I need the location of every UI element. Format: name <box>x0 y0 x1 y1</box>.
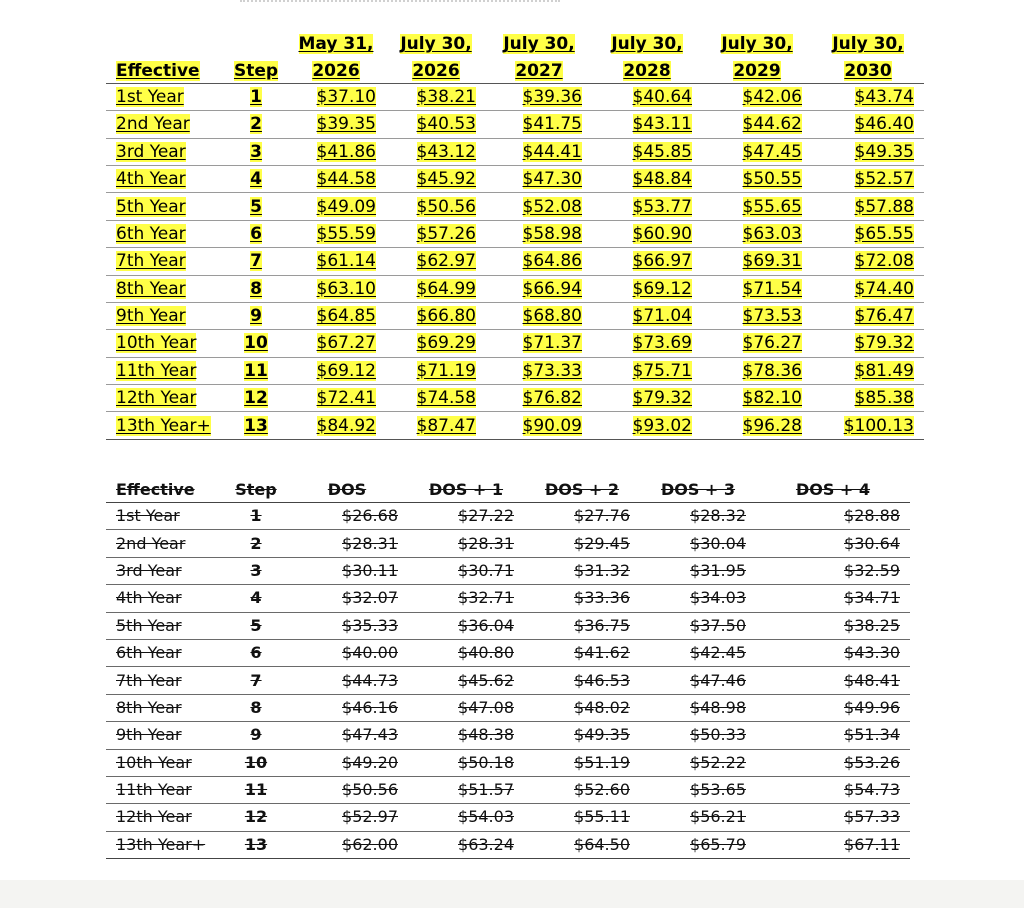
rate-cell: $64.85 <box>286 302 386 329</box>
rate-cell: $45.85 <box>592 138 702 165</box>
rate-cell: $64.86 <box>486 248 592 275</box>
step-cell: 1 <box>226 83 286 110</box>
rate-cell: $48.41 <box>756 667 910 694</box>
rate-cell: $44.41 <box>486 138 592 165</box>
year-cell: 2nd Year <box>106 111 226 138</box>
rate-cell: $62.00 <box>286 831 408 858</box>
rate-cell: $28.31 <box>408 530 524 557</box>
cropped-text-remnant <box>240 0 560 8</box>
rate-cell: $48.02 <box>524 694 640 721</box>
rate-cell: $58.98 <box>486 220 592 247</box>
rate-cell: $71.37 <box>486 330 592 357</box>
step-cell: 13 <box>226 412 286 439</box>
step-cell: 9 <box>226 722 286 749</box>
table-row <box>106 639 910 666</box>
rate-cell: $36.04 <box>408 612 524 639</box>
rate-cell: $72.41 <box>286 385 386 412</box>
new-wage-table <box>106 30 924 440</box>
rate-cell: $46.40 <box>812 111 924 138</box>
dos-plus-2-header: DOS + 2 <box>524 476 640 503</box>
step-cell: 8 <box>226 694 286 721</box>
dos-plus-3-header: DOS + 3 <box>640 476 756 503</box>
rate-cell: $47.08 <box>408 694 524 721</box>
step-cell: 10 <box>226 330 286 357</box>
rate-cell: $30.11 <box>286 557 408 584</box>
rate-cell: $51.57 <box>408 776 524 803</box>
year-cell: 8th Year <box>106 275 226 302</box>
table-row <box>106 165 924 192</box>
step-cell: 2 <box>226 530 286 557</box>
date-header-row-1 <box>106 30 924 56</box>
rate-cell: $49.35 <box>524 722 640 749</box>
table-row <box>106 831 910 858</box>
rate-cell: $40.80 <box>408 639 524 666</box>
dos-header: DOS <box>286 476 408 503</box>
date-header-line2: 2026 <box>286 56 386 83</box>
rate-cell: $49.96 <box>756 694 910 721</box>
table-row <box>106 667 910 694</box>
rate-cell: $62.97 <box>386 248 486 275</box>
rate-cell: $37.10 <box>286 83 386 110</box>
table-row <box>106 776 910 803</box>
year-cell: 2nd Year <box>106 530 226 557</box>
rate-cell: $30.64 <box>756 530 910 557</box>
rate-cell: $79.32 <box>812 330 924 357</box>
rate-cell: $64.99 <box>386 275 486 302</box>
rate-cell: $33.36 <box>524 585 640 612</box>
rate-cell: $45.62 <box>408 667 524 694</box>
rate-cell: $71.04 <box>592 302 702 329</box>
rate-cell: $47.45 <box>702 138 812 165</box>
rate-cell: $55.11 <box>524 804 640 831</box>
year-cell: 10th Year <box>106 330 226 357</box>
rate-cell: $69.29 <box>386 330 486 357</box>
rate-cell: $90.09 <box>486 412 592 439</box>
rate-cell: $65.55 <box>812 220 924 247</box>
rate-cell: $67.11 <box>756 831 910 858</box>
old-header-row <box>106 476 910 503</box>
rate-cell: $73.33 <box>486 357 592 384</box>
date-header-line2: 2029 <box>702 56 812 83</box>
rate-cell: $43.30 <box>756 639 910 666</box>
rate-cell: $100.13 <box>812 412 924 439</box>
rate-cell: $30.71 <box>408 557 524 584</box>
year-cell: 1st Year <box>106 83 226 110</box>
rate-cell: $38.25 <box>756 612 910 639</box>
date-header-line1: July 30, <box>832 34 904 55</box>
step-cell: 13 <box>226 831 286 858</box>
rate-cell: $38.21 <box>386 83 486 110</box>
rate-cell: $71.54 <box>702 275 812 302</box>
rate-cell: $76.82 <box>486 385 592 412</box>
table-row <box>106 612 910 639</box>
rate-cell: $50.55 <box>702 165 812 192</box>
year-cell: 13th Year+ <box>106 412 226 439</box>
rate-cell: $74.40 <box>812 275 924 302</box>
rate-cell: $41.75 <box>486 111 592 138</box>
year-cell: 8th Year <box>106 694 226 721</box>
rate-cell: $41.86 <box>286 138 386 165</box>
rate-cell: $65.79 <box>640 831 756 858</box>
rate-cell: $40.00 <box>286 639 408 666</box>
date-header-line2: 2026 <box>386 56 486 83</box>
step-cell: 4 <box>226 585 286 612</box>
table-row <box>106 83 924 110</box>
date-header-line2: 2028 <box>592 56 702 83</box>
rate-cell: $48.84 <box>592 165 702 192</box>
rate-cell: $39.35 <box>286 111 386 138</box>
rate-cell: $52.08 <box>486 193 592 220</box>
rate-cell: $85.38 <box>812 385 924 412</box>
rate-cell: $75.71 <box>592 357 702 384</box>
year-cell: 9th Year <box>106 722 226 749</box>
rate-cell: $35.33 <box>286 612 408 639</box>
year-cell: 5th Year <box>106 193 226 220</box>
step-cell: 3 <box>226 138 286 165</box>
rate-cell: $52.60 <box>524 776 640 803</box>
date-header-line1: July 30, <box>611 34 683 55</box>
table-row <box>106 749 910 776</box>
rate-cell: $72.08 <box>812 248 924 275</box>
year-cell: 5th Year <box>106 612 226 639</box>
table-row <box>106 530 910 557</box>
rate-cell: $47.46 <box>640 667 756 694</box>
rate-cell: $69.12 <box>592 275 702 302</box>
dos-plus-4-header: DOS + 4 <box>756 476 910 503</box>
rate-cell: $34.03 <box>640 585 756 612</box>
rate-cell: $28.31 <box>286 530 408 557</box>
step-cell: 2 <box>226 111 286 138</box>
rate-cell: $43.11 <box>592 111 702 138</box>
year-cell: 7th Year <box>106 667 226 694</box>
rate-cell: $42.45 <box>640 639 756 666</box>
rate-cell: $28.88 <box>756 503 910 530</box>
step-cell: 6 <box>226 220 286 247</box>
table-row <box>106 503 910 530</box>
rate-cell: $48.38 <box>408 722 524 749</box>
rate-cell: $74.58 <box>386 385 486 412</box>
superseded-wage-table <box>106 476 910 859</box>
effective-header: Effective <box>106 476 226 503</box>
rate-cell: $87.47 <box>386 412 486 439</box>
rate-cell: $66.80 <box>386 302 486 329</box>
rate-cell: $46.16 <box>286 694 408 721</box>
rate-cell: $52.22 <box>640 749 756 776</box>
year-cell: 6th Year <box>106 220 226 247</box>
table-row <box>106 357 924 384</box>
rate-cell: $52.97 <box>286 804 408 831</box>
rate-cell: $49.35 <box>812 138 924 165</box>
date-header-line1: July 30, <box>721 34 793 55</box>
rate-cell: $69.31 <box>702 248 812 275</box>
step-cell: 12 <box>226 804 286 831</box>
step-header: Step <box>226 56 286 83</box>
rate-cell: $27.22 <box>408 503 524 530</box>
rate-cell: $82.10 <box>702 385 812 412</box>
rate-cell: $66.94 <box>486 275 592 302</box>
rate-cell: $60.90 <box>592 220 702 247</box>
rate-cell: $57.26 <box>386 220 486 247</box>
table-row <box>106 385 924 412</box>
table-row <box>106 722 910 749</box>
date-header-line2: 2027 <box>486 56 592 83</box>
rate-cell: $36.75 <box>524 612 640 639</box>
table-row <box>106 193 924 220</box>
rate-cell: $47.43 <box>286 722 408 749</box>
table-row <box>106 585 910 612</box>
rate-cell: $55.59 <box>286 220 386 247</box>
rate-cell: $53.26 <box>756 749 910 776</box>
table-row <box>106 412 924 439</box>
rate-cell: $96.28 <box>702 412 812 439</box>
rate-cell: $55.65 <box>702 193 812 220</box>
step-cell: 6 <box>226 639 286 666</box>
rate-cell: $43.74 <box>812 83 924 110</box>
table-row <box>106 248 924 275</box>
rate-cell: $73.53 <box>702 302 812 329</box>
rate-cell: $63.03 <box>702 220 812 247</box>
effective-header: Effective <box>106 56 226 83</box>
step-cell: 4 <box>226 165 286 192</box>
rate-cell: $67.27 <box>286 330 386 357</box>
rate-cell: $66.97 <box>592 248 702 275</box>
table-row <box>106 138 924 165</box>
rate-cell: $63.24 <box>408 831 524 858</box>
rate-cell: $64.50 <box>524 831 640 858</box>
table-row <box>106 694 910 721</box>
rate-cell: $50.56 <box>386 193 486 220</box>
rate-cell: $32.07 <box>286 585 408 612</box>
rate-cell: $81.49 <box>812 357 924 384</box>
step-cell: 11 <box>226 357 286 384</box>
year-cell: 11th Year <box>106 776 226 803</box>
table-row <box>106 220 924 247</box>
year-cell: 1st Year <box>106 503 226 530</box>
date-header-row-2 <box>106 56 924 83</box>
rate-cell: $73.69 <box>592 330 702 357</box>
rate-cell: $46.53 <box>524 667 640 694</box>
rate-cell: $50.18 <box>408 749 524 776</box>
year-cell: 3rd Year <box>106 557 226 584</box>
year-cell: 4th Year <box>106 585 226 612</box>
rate-cell: $53.77 <box>592 193 702 220</box>
table-row <box>106 804 910 831</box>
step-cell: 7 <box>226 248 286 275</box>
date-header-line1: July 30, <box>503 34 575 55</box>
step-cell: 9 <box>226 302 286 329</box>
step-cell: 7 <box>226 667 286 694</box>
date-header-line2: 2030 <box>812 56 924 83</box>
rate-cell: $45.92 <box>386 165 486 192</box>
year-cell: 4th Year <box>106 165 226 192</box>
rate-cell: $34.71 <box>756 585 910 612</box>
year-cell: 3rd Year <box>106 138 226 165</box>
rate-cell: $31.32 <box>524 557 640 584</box>
step-cell: 8 <box>226 275 286 302</box>
rate-cell: $53.65 <box>640 776 756 803</box>
rate-cell: $44.73 <box>286 667 408 694</box>
page-bottom-margin <box>0 880 1024 908</box>
year-cell: 6th Year <box>106 639 226 666</box>
rate-cell: $30.04 <box>640 530 756 557</box>
rate-cell: $51.19 <box>524 749 640 776</box>
step-header: Step <box>226 476 286 503</box>
year-cell: 10th Year <box>106 749 226 776</box>
rate-cell: $71.19 <box>386 357 486 384</box>
step-cell: 5 <box>226 193 286 220</box>
year-cell: 13th Year+ <box>106 831 226 858</box>
rate-cell: $28.32 <box>640 503 756 530</box>
step-cell: 11 <box>226 776 286 803</box>
rate-cell: $44.62 <box>702 111 812 138</box>
rate-cell: $40.64 <box>592 83 702 110</box>
rate-cell: $61.14 <box>286 248 386 275</box>
table-row <box>106 302 924 329</box>
table-row <box>106 275 924 302</box>
rate-cell: $40.53 <box>386 111 486 138</box>
rate-cell: $32.59 <box>756 557 910 584</box>
rate-cell: $84.92 <box>286 412 386 439</box>
rate-cell: $51.34 <box>756 722 910 749</box>
rate-cell: $37.50 <box>640 612 756 639</box>
rate-cell: $50.56 <box>286 776 408 803</box>
rate-cell: $76.47 <box>812 302 924 329</box>
year-cell: 11th Year <box>106 357 226 384</box>
date-header-line1: May 31, <box>298 34 374 55</box>
rate-cell: $52.57 <box>812 165 924 192</box>
rate-cell: $93.02 <box>592 412 702 439</box>
year-cell: 12th Year <box>106 385 226 412</box>
rate-cell: $49.20 <box>286 749 408 776</box>
rate-cell: $27.76 <box>524 503 640 530</box>
rate-cell: $69.12 <box>286 357 386 384</box>
table-row <box>106 330 924 357</box>
rate-cell: $54.73 <box>756 776 910 803</box>
rate-cell: $79.32 <box>592 385 702 412</box>
step-cell: 12 <box>226 385 286 412</box>
year-cell: 7th Year <box>106 248 226 275</box>
rate-cell: $57.33 <box>756 804 910 831</box>
rate-cell: $48.98 <box>640 694 756 721</box>
year-cell: 9th Year <box>106 302 226 329</box>
date-header-line1: July 30, <box>400 34 472 55</box>
rate-cell: $32.71 <box>408 585 524 612</box>
step-cell: 3 <box>226 557 286 584</box>
rate-cell: $76.27 <box>702 330 812 357</box>
rate-cell: $68.80 <box>486 302 592 329</box>
rate-cell: $56.21 <box>640 804 756 831</box>
rate-cell: $29.45 <box>524 530 640 557</box>
rate-cell: $57.88 <box>812 193 924 220</box>
rate-cell: $42.06 <box>702 83 812 110</box>
rate-cell: $49.09 <box>286 193 386 220</box>
rate-cell: $54.03 <box>408 804 524 831</box>
rate-cell: $63.10 <box>286 275 386 302</box>
rate-cell: $41.62 <box>524 639 640 666</box>
rate-cell: $26.68 <box>286 503 408 530</box>
year-cell: 12th Year <box>106 804 226 831</box>
step-cell: 5 <box>226 612 286 639</box>
table-row <box>106 111 924 138</box>
rate-cell: $31.95 <box>640 557 756 584</box>
step-cell: 10 <box>226 749 286 776</box>
dos-plus-1-header: DOS + 1 <box>408 476 524 503</box>
step-cell: 1 <box>226 503 286 530</box>
rate-cell: $50.33 <box>640 722 756 749</box>
rate-cell: $44.58 <box>286 165 386 192</box>
rate-cell: $47.30 <box>486 165 592 192</box>
table-row <box>106 557 910 584</box>
rate-cell: $39.36 <box>486 83 592 110</box>
rate-cell: $43.12 <box>386 138 486 165</box>
rate-cell: $78.36 <box>702 357 812 384</box>
